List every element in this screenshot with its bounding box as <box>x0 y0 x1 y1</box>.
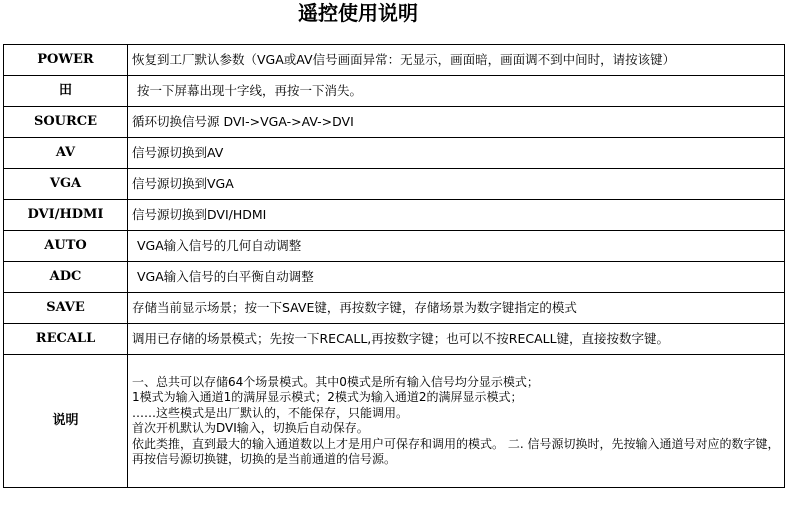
key-name: VGA <box>4 169 128 200</box>
notes-line: 依此类推，直到最大的输入通道数以上才是用户可保存和调用的模式。 二. 信号源切换时，先按输入通道号对应的数字键，再按信号源切换键，切换的是当前通道的信号源。 <box>132 436 780 466</box>
notes-line: 一、总共可以存储64个场景模式。其中0模式是所有输入信号均分显示模式； <box>132 374 539 389</box>
notes-text <box>128 355 785 488</box>
table-row <box>4 262 785 293</box>
key-name: DVI/HDMI <box>4 200 128 231</box>
key-description: 信号源切换到VGA <box>128 169 785 200</box>
table-row <box>4 169 785 200</box>
key-description: 恢复到工厂默认参数（VGA或AV信号画面异常：无显示，画面暗，画面调不到中间时，请按该键） <box>128 45 785 76</box>
key-name: ADC <box>4 262 128 293</box>
page-title: 遥控使用说明 <box>298 1 418 25</box>
key-description: 循环切换信号源 DVI->VGA->AV->DVI <box>128 107 785 138</box>
table-row <box>4 138 785 169</box>
notes-line: 首次开机默认为DVI输入，切换后自动保存。 <box>132 421 369 435</box>
key-description: 按一下屏幕出现十字线，再按一下消失。 <box>128 76 785 107</box>
table-row <box>4 107 785 138</box>
key-name: AV <box>4 138 128 169</box>
notes-line: 1模式为输入通道1的满屏显示模式；2模式为输入通道2的满屏显示模式； <box>132 390 523 404</box>
key-description: VGA输入信号的几何自动调整 <box>128 231 785 262</box>
key-name: SOURCE <box>4 107 128 138</box>
key-description: 存储当前显示场景；按一下SAVE键，再按数字键，存储场景为数字键指定的模式 <box>128 293 785 324</box>
notes-line: ……这些模式是出厂默认的，不能保存，只能调用。 <box>132 405 409 420</box>
table-row <box>4 231 785 262</box>
key-description: 调用已存储的场景模式；先按一下RECALL,再按数字键；也可以不按RECALL键，直接按数字键。 <box>128 324 785 355</box>
key-description: 信号源切换到DVI/HDMI <box>128 200 785 231</box>
notes-row <box>4 355 785 488</box>
table-row <box>4 200 785 231</box>
table-row <box>4 324 785 355</box>
key-name: RECALL <box>4 324 128 355</box>
table-row <box>4 293 785 324</box>
table-row <box>4 45 785 76</box>
notes-label: 说明 <box>4 355 128 488</box>
key-description: VGA输入信号的白平衡自动调整 <box>128 262 785 293</box>
key-description: 信号源切换到AV <box>128 138 785 169</box>
key-name: AUTO <box>4 231 128 262</box>
table-row <box>4 76 785 107</box>
key-name: SAVE <box>4 293 128 324</box>
key-name: 田 <box>4 76 128 107</box>
remote-key-table <box>3 44 785 488</box>
key-name: POWER <box>4 45 128 76</box>
